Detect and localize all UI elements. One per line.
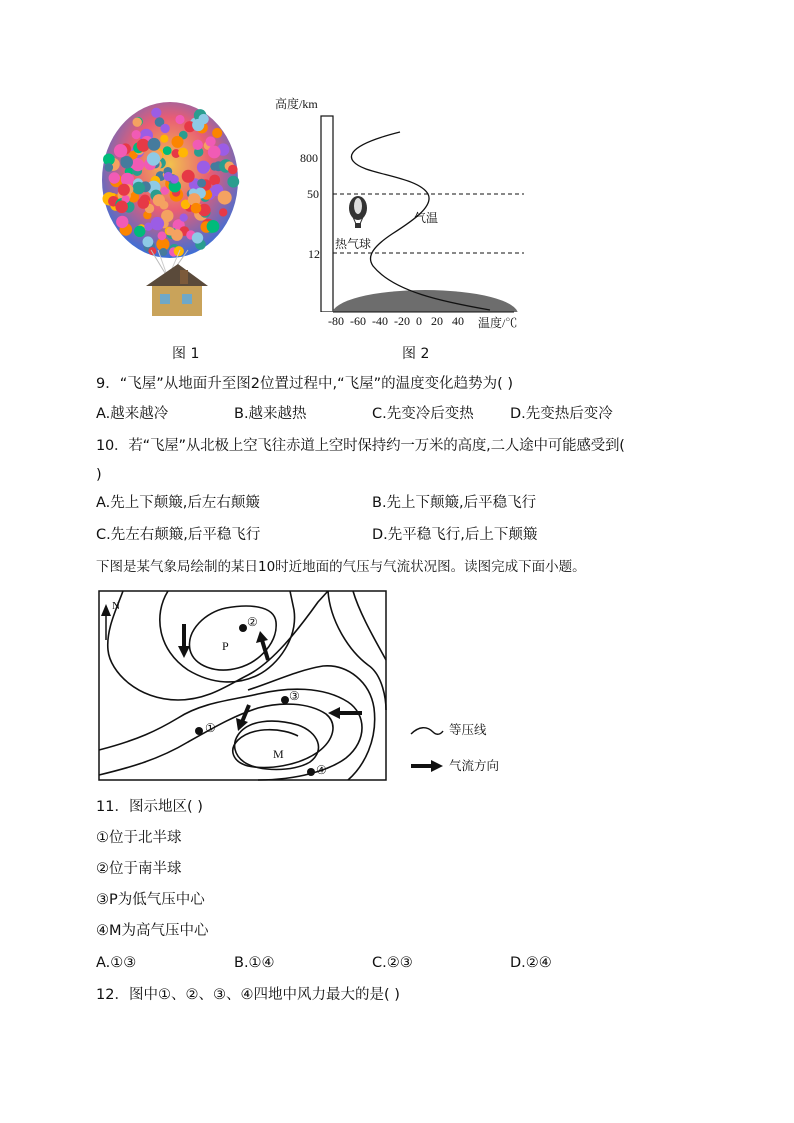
balloon (138, 197, 150, 209)
map-point-3: ③ (289, 689, 300, 703)
map-point-1: ① (205, 721, 216, 735)
balloon (160, 135, 168, 143)
balloon (208, 146, 221, 159)
balloon (212, 128, 222, 138)
q9-option-d: D.先变热后变冷 (510, 406, 613, 422)
balloon (143, 236, 154, 247)
x-tick: -60 (350, 314, 366, 328)
balloon (174, 246, 184, 256)
balloon (198, 114, 208, 124)
figure2-temperature-chart (274, 96, 524, 336)
figure2-y-tick-12: 12 (308, 247, 320, 261)
balloon (218, 191, 232, 205)
figure1-balloon-house-image (96, 100, 242, 325)
q9-option-c: C.先变冷后变热 (372, 406, 474, 422)
balloon (151, 108, 161, 118)
q10-option-d: D.先平稳飞行,后上下颠簸 (372, 527, 538, 543)
balloon (137, 139, 150, 152)
x-tick: -20 (394, 314, 410, 328)
q11-statement-1: ①位于北半球 (96, 830, 182, 846)
balloon (193, 140, 203, 150)
isobar-map (98, 590, 388, 782)
balloon (172, 136, 184, 148)
x-tick: 40 (452, 314, 464, 328)
q11-statement-2: ②位于南半球 (96, 861, 182, 877)
map-north-label: N (112, 600, 120, 612)
balloon (147, 152, 160, 165)
balloon (166, 227, 174, 235)
balloon (207, 220, 220, 233)
x-tick: 0 (416, 314, 422, 328)
balloon (116, 216, 128, 228)
q11-statement-3: ③P为低气压中心 (96, 892, 205, 908)
balloon (148, 247, 156, 255)
q11-option-a: A.①③ (96, 955, 137, 971)
legend-isobar-icon (409, 722, 445, 740)
x-tick: -40 (372, 314, 388, 328)
balloon (219, 208, 227, 216)
figure2-y-axis-label: 高度/km (275, 97, 318, 111)
q10-option-c: C.先左右颠簸,后平稳飞行 (96, 527, 261, 543)
q12-stem: 12．图中①、②、③、④四地中风力最大的是( ) (96, 987, 400, 1003)
q11-stem: 11．图示地区( ) (96, 799, 203, 815)
x-tick: -80 (328, 314, 344, 328)
balloon (148, 138, 161, 151)
figure2-x-axis-label: 温度/℃ (478, 316, 518, 330)
q10-option-a: A.先上下颠簸,后左右颠簸 (96, 495, 260, 511)
figure2-y-tick-800: 800 (300, 151, 318, 165)
balloon (114, 144, 127, 157)
q11-option-d: D.②④ (510, 955, 552, 971)
balloon (160, 124, 169, 133)
q10-stem-line2: ) (96, 467, 102, 483)
balloon (105, 163, 114, 172)
balloon (206, 136, 216, 146)
legend-flow-label: 气流方向 (449, 759, 500, 773)
map-label-m: M (273, 747, 284, 761)
balloon (151, 217, 164, 230)
figure1-caption: 图 1 (172, 346, 200, 362)
balloon (134, 226, 145, 237)
map-point-2: ② (247, 615, 258, 629)
q11-statement-4: ④M为高气压中心 (96, 923, 209, 939)
q11-option-c: C.②③ (372, 955, 413, 971)
map-label-p: P (222, 639, 229, 653)
balloon (158, 231, 167, 240)
balloon (118, 184, 130, 196)
balloon (120, 156, 133, 169)
map-intro: 下图是某气象局绘制的某日10时近地面的气压与气流状况图。读图完成下面小题。 (96, 559, 586, 575)
balloon (180, 214, 188, 222)
balloon (144, 223, 152, 231)
balloon (160, 201, 169, 210)
balloon (132, 182, 145, 195)
figure2-caption: 图 2 (402, 346, 430, 362)
q11-option-b: B.①④ (234, 955, 275, 971)
balloon (131, 159, 144, 172)
balloon (197, 161, 210, 174)
balloon (115, 201, 128, 214)
legend-isobar-label: 等压线 (449, 723, 487, 737)
balloon (132, 130, 141, 139)
x-tick: 20 (431, 314, 443, 328)
legend-flow-arrow-icon (409, 758, 445, 774)
balloon (227, 176, 239, 188)
balloon (178, 148, 188, 158)
balloon (191, 203, 202, 214)
balloon (163, 146, 172, 155)
figure2-curve-label: 气温 (414, 211, 439, 225)
q9-option-a: A.越来越冷 (96, 406, 169, 422)
q10-option-b: B.先上下颠簸,后平稳飞行 (372, 495, 537, 511)
balloon (164, 172, 173, 181)
map-point-4: ④ (316, 763, 327, 777)
figure2-x-ticks (326, 311, 466, 329)
q10-stem-line1: 10．若“飞屋”从北极上空飞往赤道上空时保持约一万米的高度,二人途中可能感受到( (96, 438, 625, 454)
balloon (159, 248, 167, 256)
balloon (228, 165, 238, 175)
figure2-y-tick-50: 50 (307, 187, 319, 201)
balloon (192, 232, 203, 243)
q9-option-b: B.越来越热 (234, 406, 307, 422)
figure2-balloon-label: 热气球 (335, 237, 372, 251)
balloon (182, 170, 195, 183)
balloon (109, 172, 120, 183)
balloon (175, 115, 184, 124)
q9-stem: 9．“飞屋”从地面升至图2位置过程中,“飞屋”的温度变化趋势为( ) (96, 376, 514, 392)
balloon (133, 118, 142, 127)
balloon (197, 179, 206, 188)
